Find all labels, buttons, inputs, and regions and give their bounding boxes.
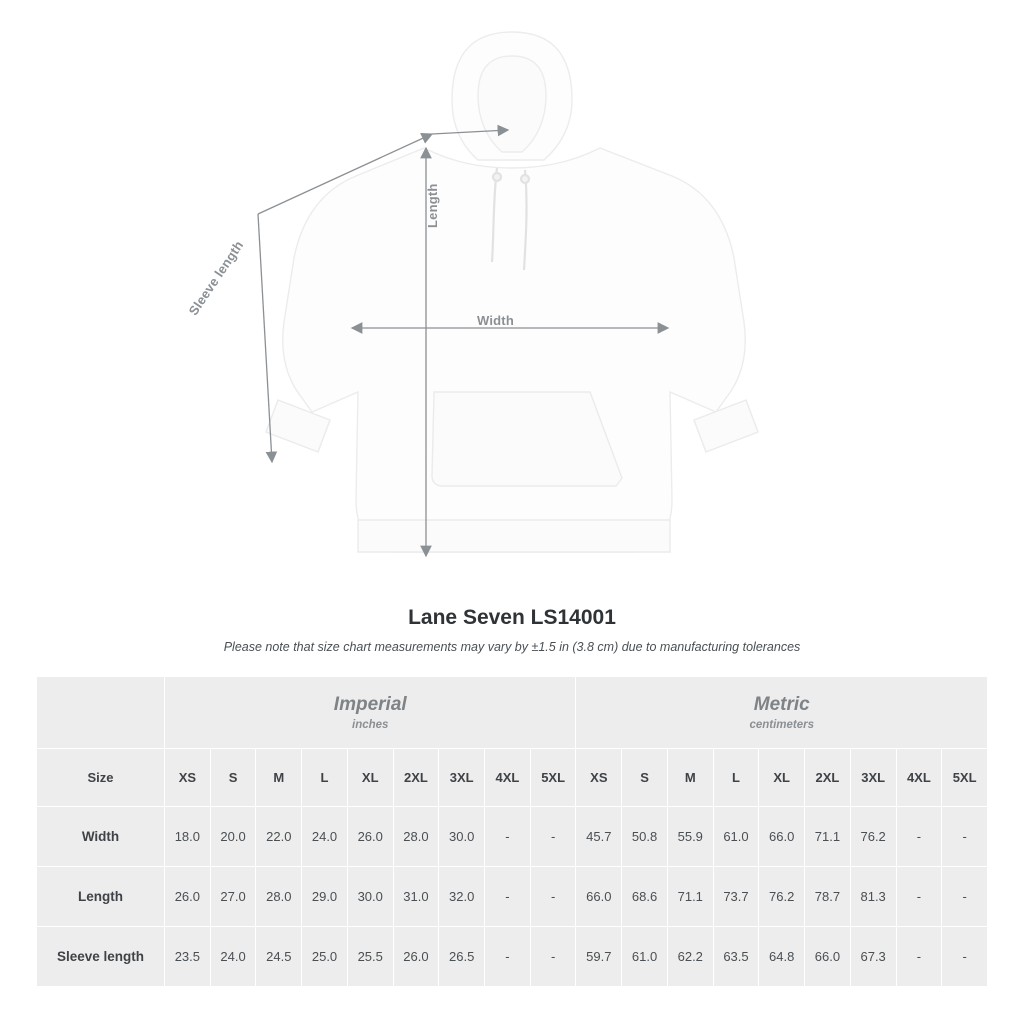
- cell-length-imperial-5xl: -: [530, 867, 576, 927]
- cell-width-metric-4xl: -: [896, 807, 942, 867]
- size-header-imperial-5xl: 5XL: [530, 749, 576, 807]
- size-header-imperial-m: M: [256, 749, 302, 807]
- size-header-imperial-s: S: [210, 749, 256, 807]
- cell-length-imperial-s: 27.0: [210, 867, 256, 927]
- cell-sleeve-imperial-l: 25.0: [302, 927, 348, 987]
- metric-title: Metric: [753, 694, 810, 716]
- size-header-imperial-2xl: 2XL: [393, 749, 439, 807]
- cell-sleeve-metric-5xl: -: [942, 927, 988, 987]
- cell-length-metric-2xl: 78.7: [805, 867, 851, 927]
- cell-width-metric-3xl: 76.2: [850, 807, 896, 867]
- cell-width-imperial-5xl: -: [530, 807, 576, 867]
- cell-sleeve-imperial-xl: 25.5: [347, 927, 393, 987]
- cell-width-imperial-m: 22.0: [256, 807, 302, 867]
- size-header-imperial-l: L: [302, 749, 348, 807]
- page-title: Lane Seven LS14001: [408, 606, 616, 629]
- cell-length-metric-5xl: -: [942, 867, 988, 927]
- size-header-imperial-xl: XL: [347, 749, 393, 807]
- cell-width-imperial-2xl: 28.0: [393, 807, 439, 867]
- cell-width-imperial-3xl: 30.0: [439, 807, 485, 867]
- cell-length-metric-l: 73.7: [713, 867, 759, 927]
- cell-width-imperial-xs: 18.0: [165, 807, 211, 867]
- cell-sleeve-imperial-m: 24.5: [256, 927, 302, 987]
- size-header-metric-xl: XL: [759, 749, 805, 807]
- cell-length-imperial-3xl: 32.0: [439, 867, 485, 927]
- unit-system-row: [37, 677, 988, 749]
- cell-sleeve-imperial-5xl: -: [530, 927, 576, 987]
- cell-length-imperial-2xl: 31.0: [393, 867, 439, 927]
- tolerance-note: Please note that size chart measurements may vary by ±1.5 in (3.8 cm) due to manufacturing tolerances: [223, 640, 801, 654]
- row-label-width: Width: [37, 807, 165, 867]
- cell-length-imperial-m: 28.0: [256, 867, 302, 927]
- cell-width-metric-xs: 45.7: [576, 807, 622, 867]
- size-header-metric-4xl: 4XL: [896, 749, 942, 807]
- table-row: [37, 927, 988, 987]
- cell-sleeve-imperial-4xl: -: [485, 927, 531, 987]
- imperial-unit: inches: [352, 718, 389, 731]
- cell-sleeve-metric-m: 62.2: [667, 927, 713, 987]
- size-table-wrapper: [36, 676, 988, 987]
- size-header-metric-5xl: 5XL: [942, 749, 988, 807]
- cell-width-imperial-s: 20.0: [210, 807, 256, 867]
- cell-width-metric-m: 55.9: [667, 807, 713, 867]
- size-header-metric-xs: XS: [576, 749, 622, 807]
- table-row: [37, 807, 988, 867]
- cell-length-metric-3xl: 81.3: [850, 867, 896, 927]
- cell-length-imperial-xl: 30.0: [347, 867, 393, 927]
- cell-sleeve-metric-2xl: 66.0: [805, 927, 851, 987]
- cell-length-metric-xs: 66.0: [576, 867, 622, 927]
- imperial-header: [165, 677, 576, 749]
- size-header-metric-l: L: [713, 749, 759, 807]
- cell-sleeve-metric-4xl: -: [896, 927, 942, 987]
- cell-sleeve-metric-3xl: 67.3: [850, 927, 896, 987]
- cell-sleeve-imperial-2xl: 26.0: [393, 927, 439, 987]
- cell-length-imperial-4xl: -: [485, 867, 531, 927]
- cell-length-metric-xl: 76.2: [759, 867, 805, 927]
- cell-sleeve-metric-l: 63.5: [713, 927, 759, 987]
- cell-length-imperial-xs: 26.0: [165, 867, 211, 927]
- size-header-imperial-3xl: 3XL: [439, 749, 485, 807]
- cell-sleeve-metric-xl: 64.8: [759, 927, 805, 987]
- cell-width-metric-xl: 66.0: [759, 807, 805, 867]
- size-chart-table: [36, 676, 988, 987]
- metric-unit: centimeters: [749, 718, 815, 731]
- size-label-cell: Size: [37, 749, 165, 807]
- size-header-metric-3xl: 3XL: [850, 749, 896, 807]
- cell-length-metric-s: 68.6: [622, 867, 668, 927]
- cell-length-metric-4xl: -: [896, 867, 942, 927]
- cell-length-imperial-l: 29.0: [302, 867, 348, 927]
- width-dimension-label: Width: [477, 313, 514, 328]
- row-label-length: Length: [37, 867, 165, 927]
- length-dimension-label: Length: [425, 183, 440, 228]
- size-header-imperial-xs: XS: [165, 749, 211, 807]
- cell-width-imperial-xl: 26.0: [347, 807, 393, 867]
- cell-sleeve-imperial-3xl: 26.5: [439, 927, 485, 987]
- cell-sleeve-imperial-s: 24.0: [210, 927, 256, 987]
- sleeve-length-dimension-label: Sleeve length: [185, 237, 247, 318]
- cell-length-metric-m: 71.1: [667, 867, 713, 927]
- imperial-title: Imperial: [333, 694, 407, 716]
- cell-width-metric-l: 61.0: [713, 807, 759, 867]
- metric-header: [576, 677, 988, 749]
- row-label-sleeve-length: Sleeve length: [37, 927, 165, 987]
- size-header-row: [37, 749, 988, 807]
- size-header-metric-m: M: [667, 749, 713, 807]
- cell-width-metric-s: 50.8: [622, 807, 668, 867]
- size-header-imperial-4xl: 4XL: [485, 749, 531, 807]
- unit-row-corner: [37, 677, 165, 749]
- cell-width-imperial-4xl: -: [485, 807, 531, 867]
- cell-width-imperial-l: 24.0: [302, 807, 348, 867]
- cell-sleeve-metric-xs: 59.7: [576, 927, 622, 987]
- table-row: [37, 867, 988, 927]
- title-block: [0, 580, 1024, 654]
- cell-sleeve-imperial-xs: 23.5: [165, 927, 211, 987]
- size-header-metric-s: S: [622, 749, 668, 807]
- cell-width-metric-2xl: 71.1: [805, 807, 851, 867]
- cell-sleeve-metric-s: 61.0: [622, 927, 668, 987]
- size-header-metric-2xl: 2XL: [805, 749, 851, 807]
- cell-width-metric-5xl: -: [942, 807, 988, 867]
